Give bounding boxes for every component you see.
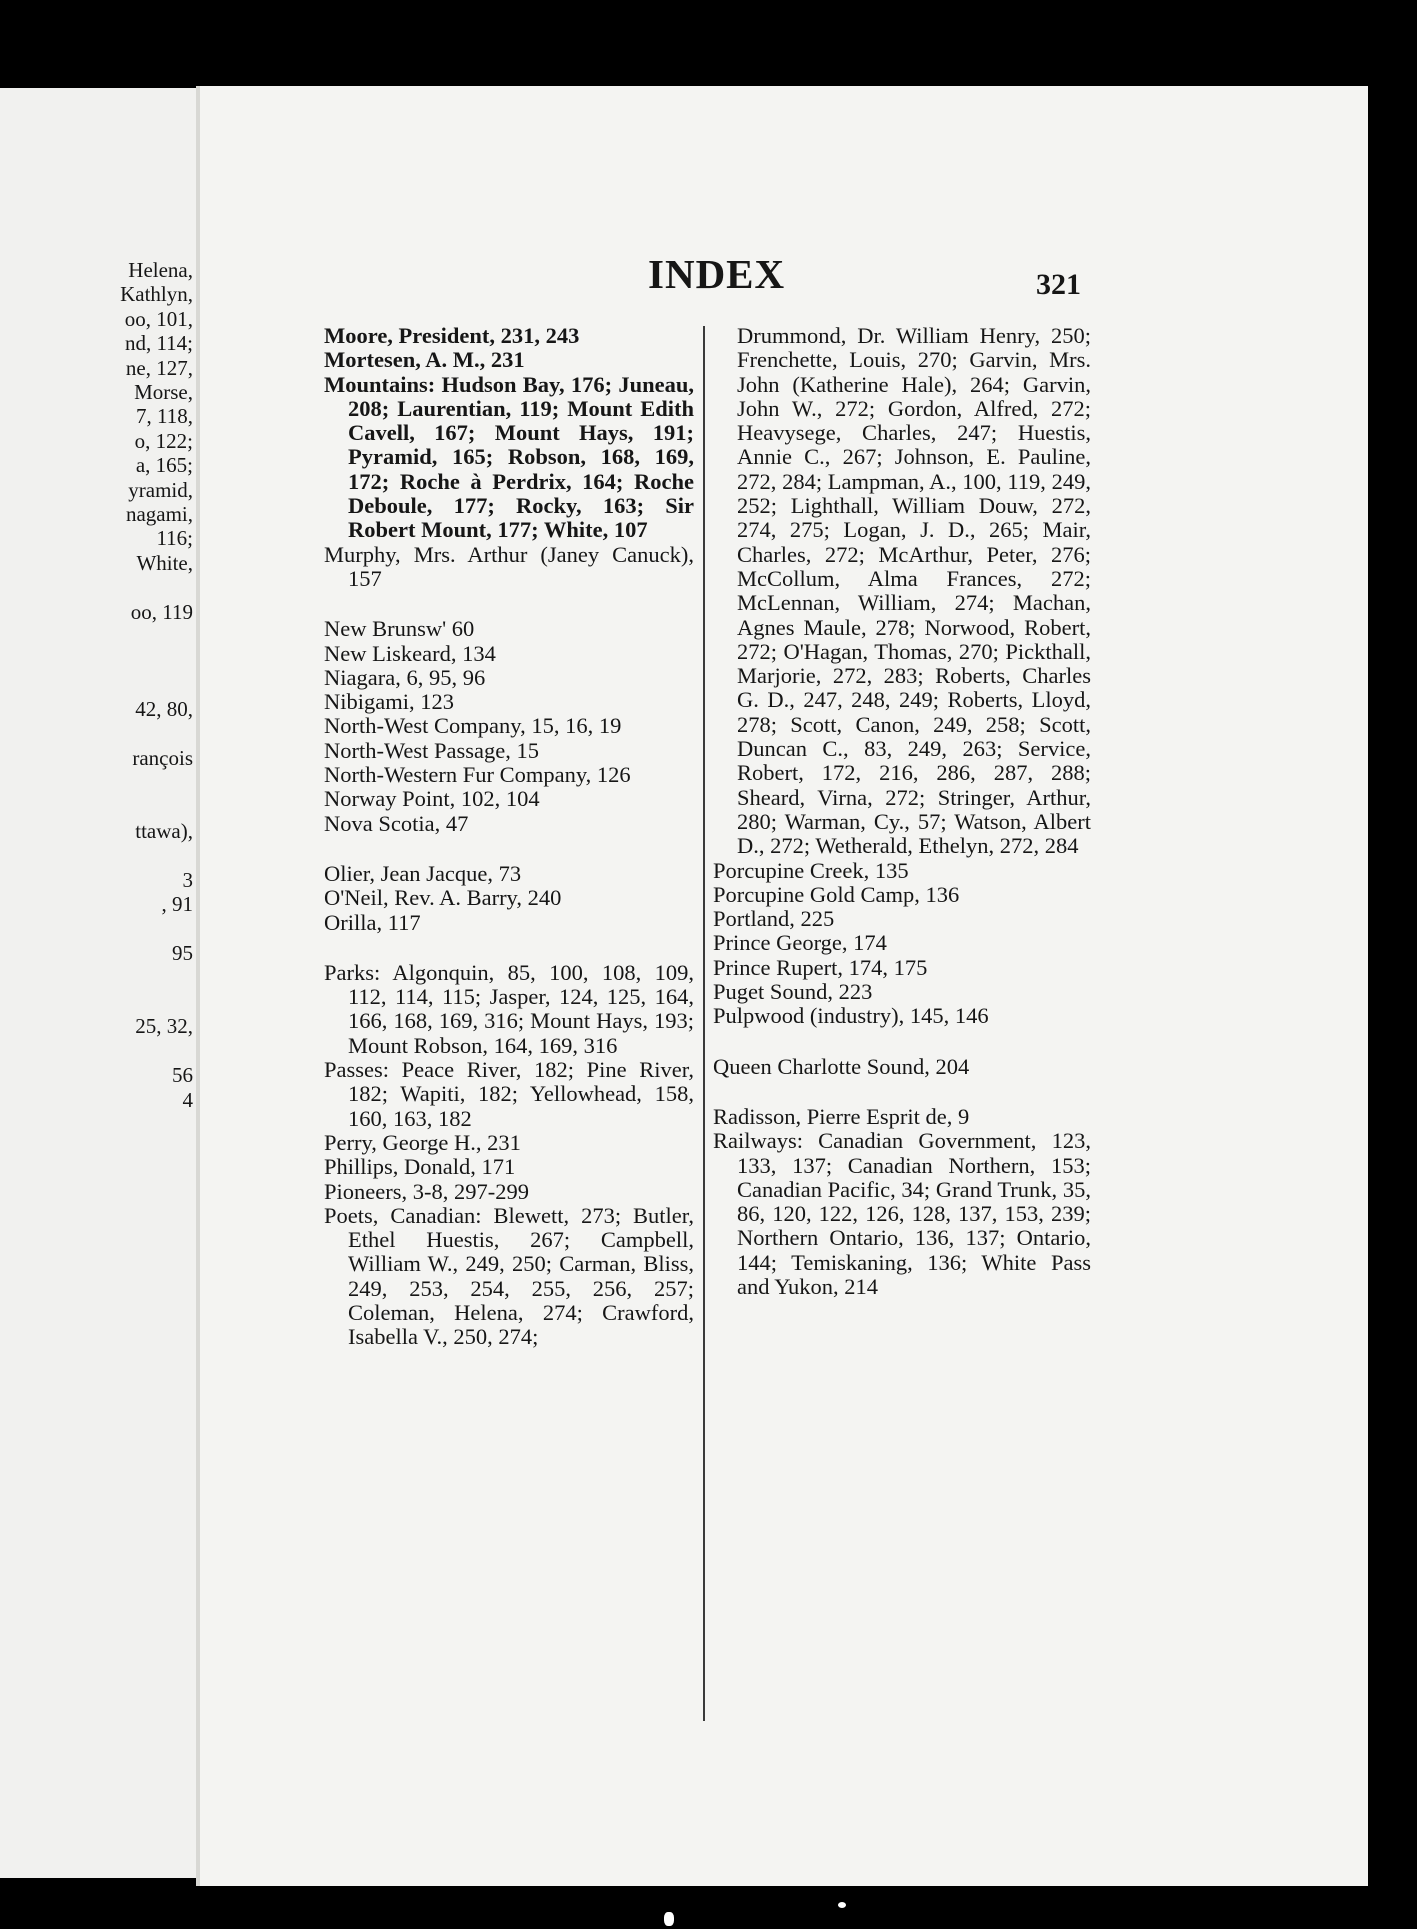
previous-page-text: 4 — [182, 1087, 193, 1112]
index-entry: Porcupine Creek, 135 — [713, 857, 909, 883]
index-entry: Pulpwood (industry), 145, 146 — [713, 1003, 989, 1029]
previous-page-text: yramid, — [128, 477, 193, 502]
index-entry: Murphy, Mrs. Arthur (Janey Canuck), 157 — [324, 541, 694, 591]
previous-page-text: Kathlyn, — [120, 282, 193, 307]
index-entry: Radisson, Pierre Esprit de, 9 — [713, 1103, 970, 1129]
previous-page-text: Helena, — [128, 258, 193, 282]
previous-page-text: oo, 101, — [124, 306, 193, 331]
index-entry: New Brunsw' 60 — [324, 616, 475, 642]
index-entry: Prince George, 174 — [713, 930, 887, 956]
scan-speck — [838, 1902, 846, 1908]
index-entry: Queen Charlotte Sound, 204 — [713, 1053, 970, 1079]
previous-page-text: 116; — [156, 526, 193, 551]
index-entry: Puget Sound, 223 — [713, 979, 873, 1005]
index-entry: Porcupine Gold Camp, 136 — [713, 881, 960, 907]
previous-page-text: 25, 32, — [135, 1014, 193, 1039]
index-entry: Railways: Canadian Government, 123, 133, 137; Canadian Northern, 153; Canadian Pacific, 34; Grand Trunk, 35, 86, 120, 122, 126, 128, 137, 153, 239; Northern Ontario, 136, 137; Ontario, 144; Temiskaning, 136; White Pass and Yukon, 214 — [713, 1128, 1091, 1299]
index-entry: Prince Rupert, 174, 175 — [713, 954, 928, 980]
previous-page-text: o, 122; — [134, 428, 193, 453]
index-entry: Nibigami, 123 — [324, 689, 454, 715]
index-entry: New Liskeard, 134 — [324, 640, 496, 666]
index-page — [196, 86, 1368, 1886]
index-entry: Pioneers, 3-8, 297-299 — [324, 1178, 529, 1204]
previous-page-text: White, — [136, 550, 193, 575]
previous-page-text: 3 — [182, 868, 193, 892]
previous-page-text: Morse, — [134, 380, 193, 404]
index-entry: Niagara, 6, 95, 96 — [324, 664, 486, 690]
previous-page-fragment — [0, 88, 203, 1878]
column-divider — [703, 326, 705, 1721]
previous-page-text: 95 — [172, 941, 193, 966]
index-column-left — [324, 324, 694, 1350]
previous-page-text: 7, 118, — [136, 404, 193, 429]
scan-speck — [664, 1912, 674, 1926]
previous-page-text: a, 165; — [135, 453, 193, 478]
index-entry: Nova Scotia, 47 — [324, 810, 469, 836]
index-entry: North-Western Fur Company, 126 — [324, 762, 631, 788]
section-gap — [713, 1029, 1091, 1055]
index-entry: Mountains: Hudson Bay, 176; Juneau, 208; Laurentian, 119; Mount Edith Cavell, 167; Mount Hays, 191; Pyramid, 165; Robson, 168, 169, 172; Roche à Perdrix, 164; Roche Deboule, 177; Rocky, 163; Sir Robert Mount, 177; White, 107 — [324, 371, 694, 543]
index-entry: Mortesen, A. M., 231 — [324, 347, 525, 373]
section-gap — [324, 836, 694, 862]
previous-page-text: nd, 114; — [124, 331, 193, 356]
section-gap — [324, 935, 694, 961]
index-column-right — [713, 324, 1091, 1299]
previous-page-text: , 91 — [161, 892, 193, 917]
page-title: INDEX — [648, 251, 786, 297]
previous-page-text: oo, 119 — [130, 599, 193, 624]
index-entry: North-West Passage, 15 — [324, 737, 540, 763]
previous-page-text: nagami, — [125, 502, 193, 526]
index-entry: Orilla, 117 — [324, 909, 421, 935]
index-entry: Drummond, Dr. William Henry, 250; Frenchette, Louis, 270; Garvin, Mrs. John (Katherine Hale), 264; Garvin, John W., 272; Gordon, Alfred, 272; Heavysege, Charles, 247; Huestis, Annie C., 267; Johnson, E. Pauline, 272, 284; Lampman, A., 100, 119, 249, 252; Lighthall, William Douw, 272, 274, 275; Logan, J. D., 265; Mair, Charles, 272; McArthur, Peter, 276; McCollum, Alma Frances, 272; McLennan, William, 274; Machan, Agnes Maule, 278; Norwood, Robert, 272; O'Hagan, Thomas, 270; Pickthall, Marjorie, 272, 283; Roberts, Charles G. D., 247, 248, 249; Roberts, Lloyd, 278; Scott, Canon, 249, 258; Scott, Duncan C., 83, 249, 263; Service, Robert, 172, 216, 286, 287, 288; Sheard, Virna, 272; Stringer, Arthur, 280; Warman, Cy., 57; Watson, Albert D., 272; Wetherald, Ethelyn, 272, 284 — [737, 323, 1091, 859]
index-entry: O'Neil, Rev. A. Barry, 240 — [324, 885, 562, 911]
index-entry: Moore, President, 231, 243 — [324, 323, 580, 348]
index-entry: Phillips, Donald, 171 — [324, 1154, 516, 1180]
index-entry: Portland, 225 — [713, 906, 835, 932]
previous-page-text: 42, 80, — [135, 697, 193, 722]
previous-page-text: 56 — [172, 1063, 193, 1088]
previous-page-text: ne, 127, — [125, 355, 193, 380]
section-gap — [713, 1079, 1091, 1105]
index-entry: Poets, Canadian: Blewett, 273; Butler, Ethel Huestis, 267; Campbell, William W., 249, 250; Carman, Bliss, 249, 253, 254, 255, 256, 257; Coleman, Helena, 274; Crawford, Isabella V., 250, 274; — [324, 1202, 694, 1350]
previous-page-text: ttawa), — [135, 819, 193, 844]
index-entry: Olier, Jean Jacque, 73 — [324, 860, 522, 886]
index-entry: Perry, George H., 231 — [324, 1129, 521, 1155]
index-entry: North-West Company, 15, 16, 19 — [324, 713, 622, 739]
index-entry: Parks: Algonquin, 85, 100, 108, 109, 112, 114, 115; Jasper, 124, 125, 164, 166, 168, 169, 316; Mount Hays, 193; Mount Robson, 164, 169, 316 — [324, 959, 694, 1058]
previous-page-text: rançois — [132, 746, 193, 770]
index-entry: Passes: Peace River, 182; Pine River, 182; Wapiti, 182; Yellowhead, 158, 160, 163, 182 — [324, 1057, 694, 1131]
index-entry: Norway Point, 102, 104 — [324, 786, 540, 812]
page-number: 321 — [1036, 268, 1081, 301]
section-gap — [324, 591, 694, 617]
